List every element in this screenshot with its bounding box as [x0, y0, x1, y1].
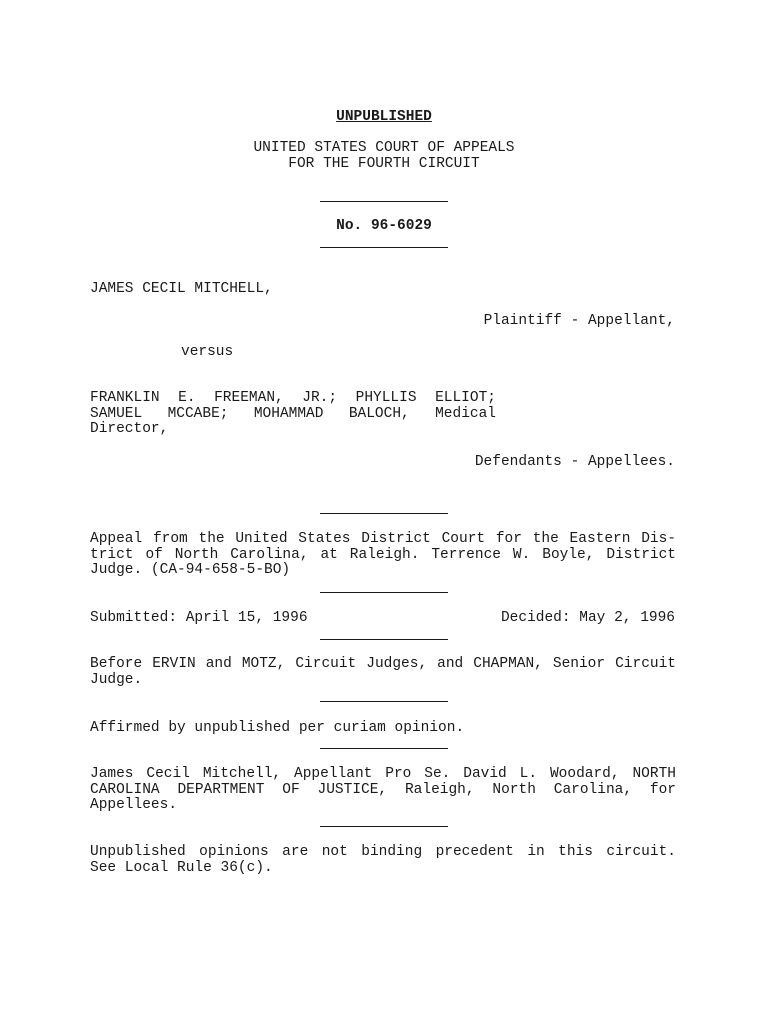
appeal-paragraph [90, 532, 676, 579]
submitted-date: Submitted: April 15, 1996 [90, 610, 308, 626]
disposition: Affirmed by unpublished per curiam opinion. [90, 720, 465, 736]
divider [320, 513, 448, 514]
decided-date: Decided: May 2, 1996 [500, 610, 675, 626]
defendants-line3: Director, [90, 421, 169, 437]
counsel-line1: James Cecil Mitchell, Appellant Pro Se. David L. Woodard, NORTH [90, 766, 676, 782]
notice-line2: See Local Rule 36(c). [90, 859, 273, 876]
divider [320, 748, 448, 749]
versus-label: versus [181, 344, 234, 360]
counsel-line3: Appellees. [90, 797, 178, 813]
unpublished-heading: UNPUBLISHED [336, 109, 432, 125]
appeal-line3: Judge. (CA-94-658-5-BO) [90, 562, 291, 578]
counsel-paragraph [90, 767, 676, 814]
court-name-line2: FOR THE FOURTH CIRCUIT [288, 156, 480, 172]
divider [320, 639, 448, 640]
divider [320, 592, 448, 593]
panel-paragraph [90, 657, 676, 688]
defendants-role: Defendants - Appellees. [474, 454, 675, 470]
court-name-line1: UNITED STATES COURT OF APPEALS [253, 140, 515, 156]
notice-paragraph [90, 845, 676, 876]
defendants-line2: SAMUEL MCCABE; MOHAMMAD BALOCH, Medical [90, 405, 496, 422]
case-number: No. 96-6029 [336, 218, 432, 234]
counsel-line2: CAROLINA DEPARTMENT OF JUSTICE, Raleigh, North Carolina, for [90, 781, 676, 798]
panel-line2: Judge. [90, 671, 143, 688]
plaintiff-name: JAMES CECIL MITCHELL, [90, 281, 273, 297]
divider [320, 247, 448, 248]
defendants-block [90, 391, 496, 438]
divider [320, 826, 448, 827]
notice-line1: Unpublished opinions are not binding precedent in this circuit. [90, 844, 676, 860]
panel-line1: Before ERVIN and MOTZ, Circuit Judges, and CHAPMAN, Senior Circuit [90, 656, 676, 672]
appeal-line1: Appeal from the United States District Court for the Eastern Dis- [90, 531, 676, 547]
divider [320, 701, 448, 702]
plaintiff-role: Plaintiff - Appellant, [483, 313, 675, 329]
appeal-line2: trict of North Carolina, at Raleigh. Terrence W. Boyle, District [90, 546, 676, 563]
divider [320, 201, 448, 202]
defendants-line1: FRANKLIN E. FREEMAN, JR.; PHYLLIS ELLIOT; [90, 390, 496, 406]
